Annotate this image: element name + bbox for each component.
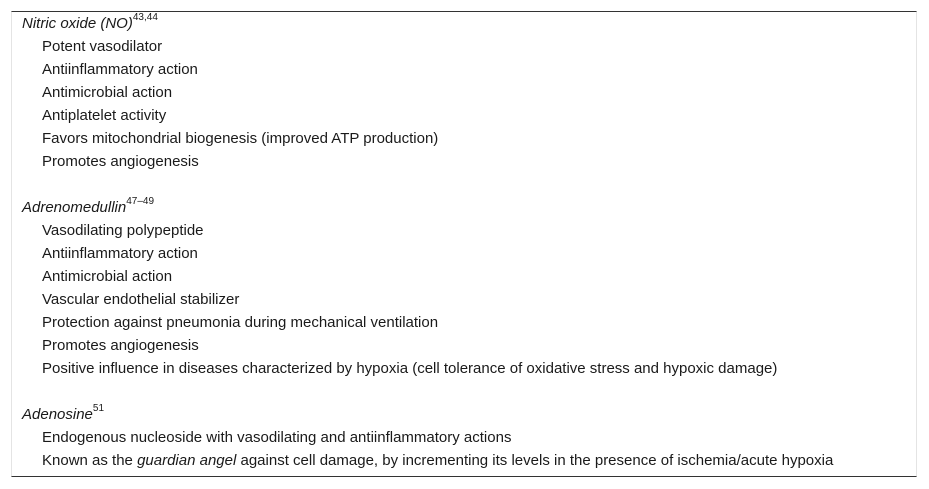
reference-superscript: 47–49 xyxy=(126,196,155,207)
item-emphasis: guardian angel xyxy=(137,452,237,469)
list-item: Positive influence in diseases characterized by hypoxia (cell tolerance of oxidative stress and hypoxic damage) xyxy=(42,360,778,377)
reference-superscript: 43,44 xyxy=(132,12,158,23)
group-heading-adenosine xyxy=(22,403,916,426)
group-name: Adrenomedullin xyxy=(22,199,127,216)
list-item: Protection against pneumonia during mechanical ventilation xyxy=(42,314,439,331)
group-spacer xyxy=(22,173,916,196)
list-item: Promotes angiogenesis xyxy=(42,337,199,354)
list-item: Antiinflammatory action xyxy=(42,245,198,262)
list-item: Favors mitochondrial biogenesis (improved ATP production) xyxy=(42,130,439,147)
group-heading-adrenomedullin xyxy=(22,196,916,219)
group-heading-nitric-oxide xyxy=(22,12,916,35)
list-item: Antimicrobial action xyxy=(42,84,173,101)
mediators-table xyxy=(11,11,917,477)
list-item: Antimicrobial action xyxy=(42,268,173,285)
list-item: Vascular endothelial stabilizer xyxy=(42,291,240,308)
list-item xyxy=(22,449,916,472)
list-item: Potent vasodilator xyxy=(42,38,163,55)
list-item: Vasodilating polypeptide xyxy=(42,222,204,239)
group-name: Adenosine xyxy=(22,406,93,423)
list-item: Antiplatelet activity xyxy=(42,107,167,124)
group-name: Nitric oxide (NO) xyxy=(22,15,133,32)
item-text: against cell damage, by incrementing its levels in the presence of ischemia/acute hypoxia xyxy=(236,452,834,469)
list-item: Promotes angiogenesis xyxy=(42,153,199,170)
table-content xyxy=(22,12,916,472)
list-item: Endogenous nucleoside with vasodilating and antiinflammatory actions xyxy=(42,429,512,446)
item-text: Known as the xyxy=(42,452,138,469)
group-spacer xyxy=(22,380,916,403)
reference-superscript: 51 xyxy=(92,403,105,414)
list-item: Antiinflammatory action xyxy=(42,61,198,78)
